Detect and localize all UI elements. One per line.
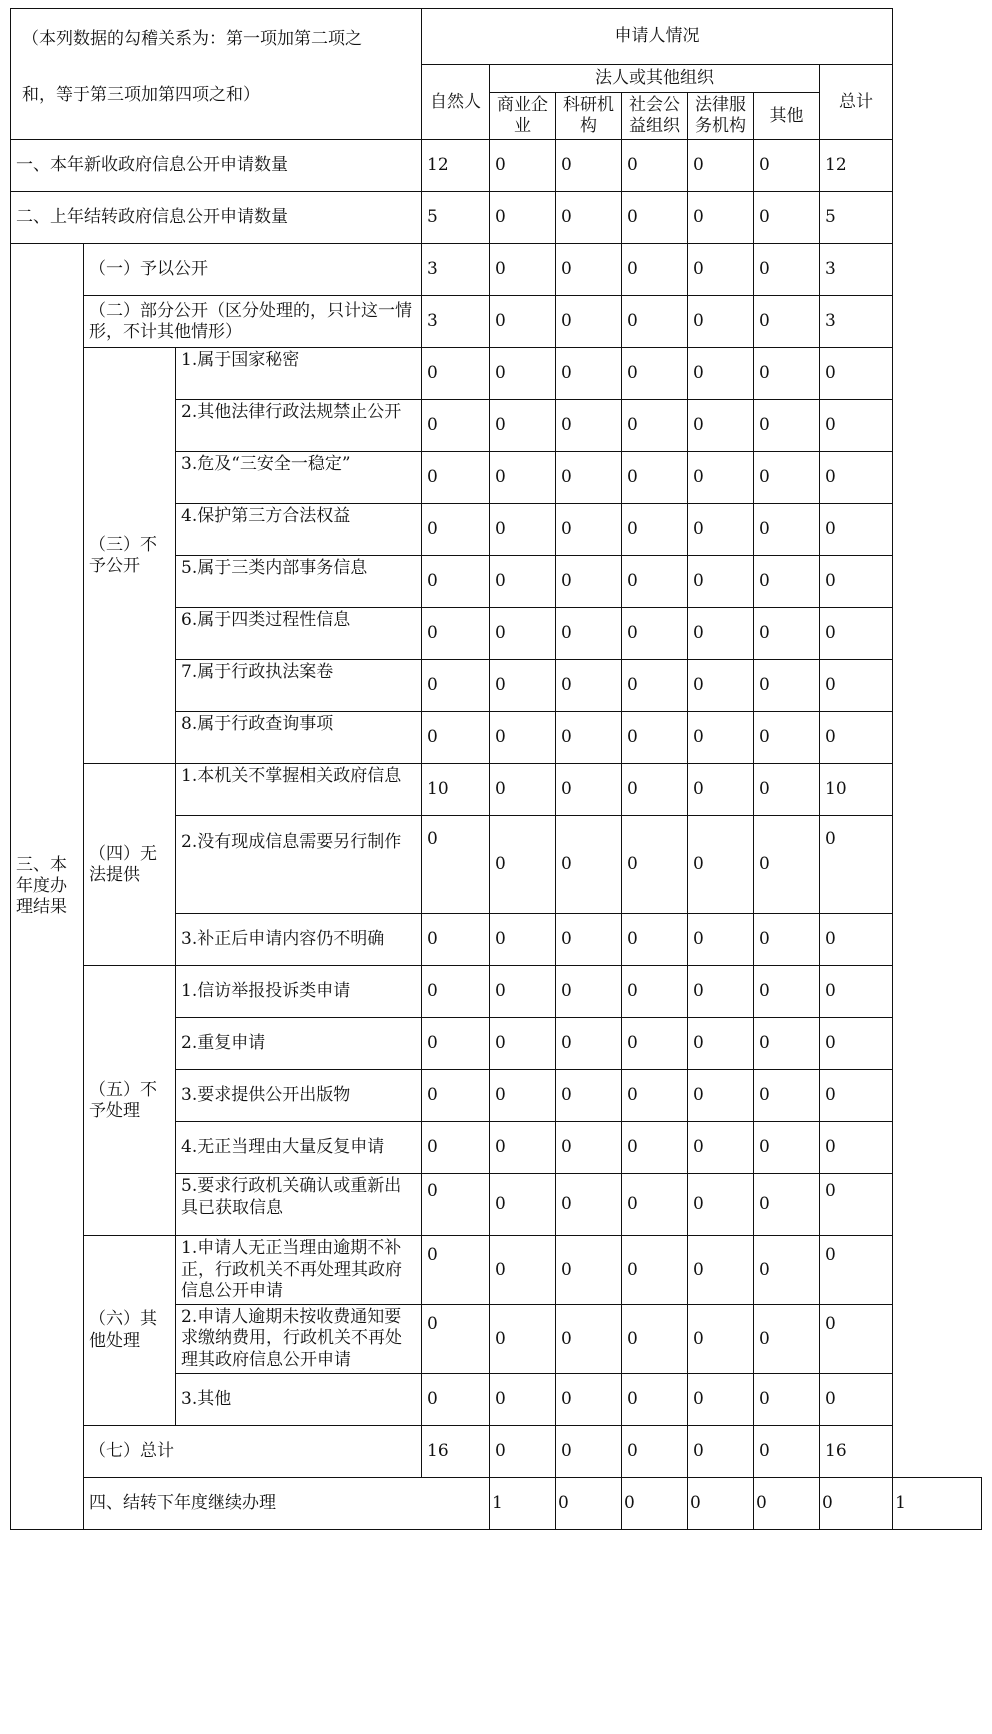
row-label: 4.无正当理由大量反复申请 bbox=[176, 1122, 422, 1174]
row-label: 一、本年新收政府信息公开申请数量 bbox=[11, 140, 422, 192]
cell-natural: 0 bbox=[422, 1305, 490, 1374]
cell-other: 0 bbox=[754, 1174, 820, 1236]
note-line-2: 和，等于第三项加第四项之和） bbox=[22, 85, 260, 105]
header-row-1 bbox=[11, 9, 982, 65]
cell-social: 0 bbox=[622, 1122, 688, 1174]
cell-natural: 0 bbox=[422, 1236, 490, 1305]
cell-research: 0 bbox=[556, 712, 622, 764]
group-unable-label: （四）无法提供 bbox=[84, 764, 176, 966]
cell-social: 0 bbox=[622, 1174, 688, 1236]
row-label: （七）总计 bbox=[84, 1425, 422, 1477]
cell-other: 0 bbox=[754, 1305, 820, 1374]
cell-legal-service: 0 bbox=[688, 1305, 754, 1374]
cell-other: 0 bbox=[754, 966, 820, 1018]
cell-other: 0 bbox=[754, 192, 820, 244]
cell-commercial: 0 bbox=[490, 966, 556, 1018]
cell-research: 0 bbox=[556, 1236, 622, 1305]
cell-commercial: 0 bbox=[490, 556, 556, 608]
cell-legal-service: 0 bbox=[688, 1425, 754, 1477]
section-3-label: 三、本年度办理结果 bbox=[11, 244, 84, 1530]
cell-commercial: 0 bbox=[490, 1236, 556, 1305]
row-not-processed-1 bbox=[11, 966, 982, 1018]
cell-total: 0 bbox=[820, 660, 893, 712]
cell-other: 0 bbox=[754, 764, 820, 816]
cell-research: 0 bbox=[556, 504, 622, 556]
cell-commercial: 0 bbox=[490, 1018, 556, 1070]
row-label: 7.属于行政执法案卷 bbox=[176, 660, 422, 712]
cell-social: 0 bbox=[622, 348, 688, 400]
row-partially-disclosed bbox=[11, 296, 982, 348]
cell-social: 0 bbox=[622, 816, 688, 914]
cell-natural: 12 bbox=[422, 140, 490, 192]
group-not-disclosed-label: （三）不予公开 bbox=[84, 348, 176, 764]
cell-research: 0 bbox=[556, 1018, 622, 1070]
cell-social: 0 bbox=[622, 966, 688, 1018]
cell-legal-service: 0 bbox=[754, 1477, 820, 1529]
cell-total: 0 bbox=[820, 1018, 893, 1070]
cell-commercial: 0 bbox=[490, 712, 556, 764]
cell-total: 0 bbox=[820, 1373, 893, 1425]
cell-legal-service: 0 bbox=[688, 1236, 754, 1305]
cell-social: 0 bbox=[622, 914, 688, 966]
cell-social: 0 bbox=[622, 1373, 688, 1425]
total-header: 总计 bbox=[820, 65, 893, 140]
cell-other: 0 bbox=[754, 1122, 820, 1174]
note-line-1: （本列数据的勾稽关系为：第一项加第二项之 bbox=[22, 29, 362, 49]
cell-natural: 0 bbox=[422, 1018, 490, 1070]
cell-natural: 5 bbox=[422, 192, 490, 244]
cell-commercial: 0 bbox=[490, 400, 556, 452]
cell-total: 0 bbox=[820, 348, 893, 400]
cell-social: 0 bbox=[622, 244, 688, 296]
cell-research: 0 bbox=[556, 348, 622, 400]
cell-social: 0 bbox=[622, 504, 688, 556]
cell-other: 0 bbox=[754, 1236, 820, 1305]
cell-other: 0 bbox=[754, 816, 820, 914]
row-label: 2.重复申请 bbox=[176, 1018, 422, 1070]
cell-social: 0 bbox=[622, 1070, 688, 1122]
cell-research: 0 bbox=[556, 192, 622, 244]
cell-other: 0 bbox=[754, 348, 820, 400]
row-label: 1.信访举报投诉类申请 bbox=[176, 966, 422, 1018]
cell-social: 0 bbox=[622, 1236, 688, 1305]
cell-natural: 0 bbox=[422, 400, 490, 452]
cell-other: 0 bbox=[754, 1018, 820, 1070]
cell-legal-service: 0 bbox=[688, 400, 754, 452]
cell-commercial: 0 bbox=[556, 1477, 622, 1529]
row-label: 3.危及“三安全一稳定” bbox=[176, 452, 422, 504]
cell-commercial: 0 bbox=[490, 244, 556, 296]
cell-legal-service: 0 bbox=[688, 608, 754, 660]
cell-total: 0 bbox=[820, 1174, 893, 1236]
cell-natural: 0 bbox=[422, 914, 490, 966]
cell-total: 0 bbox=[820, 556, 893, 608]
cell-commercial: 0 bbox=[490, 1174, 556, 1236]
cell-total: 0 bbox=[820, 914, 893, 966]
cell-legal-service: 0 bbox=[688, 816, 754, 914]
cell-total: 0 bbox=[820, 504, 893, 556]
cell-total: 5 bbox=[820, 192, 893, 244]
cell-natural: 0 bbox=[422, 1122, 490, 1174]
cell-natural: 0 bbox=[422, 608, 490, 660]
cell-natural: 0 bbox=[422, 1174, 490, 1236]
cell-social: 0 bbox=[622, 660, 688, 712]
row-label: 3.补正后申请内容仍不明确 bbox=[176, 914, 422, 966]
cell-research: 0 bbox=[556, 1373, 622, 1425]
row-new-requests bbox=[11, 140, 982, 192]
row-label: （一）予以公开 bbox=[84, 244, 422, 296]
cell-other: 0 bbox=[754, 296, 820, 348]
cell-other: 0 bbox=[820, 1477, 893, 1529]
cell-other: 0 bbox=[754, 712, 820, 764]
row-label: 1.属于国家秘密 bbox=[176, 348, 422, 400]
row-other-processing-1 bbox=[11, 1236, 982, 1305]
cell-other: 0 bbox=[754, 608, 820, 660]
cell-legal-service: 0 bbox=[688, 764, 754, 816]
cell-total: 3 bbox=[820, 244, 893, 296]
cell-total: 0 bbox=[820, 816, 893, 914]
cell-total: 0 bbox=[820, 1122, 893, 1174]
row-label: 4.保护第三方合法权益 bbox=[176, 504, 422, 556]
cell-research: 0 bbox=[556, 296, 622, 348]
note-cell bbox=[11, 9, 422, 140]
cell-total: 0 bbox=[820, 1236, 893, 1305]
cell-commercial: 0 bbox=[490, 140, 556, 192]
row-carry-forward bbox=[11, 1477, 982, 1529]
group-other-processing-label: （六）其他处理 bbox=[84, 1236, 176, 1426]
cell-other: 0 bbox=[754, 504, 820, 556]
cell-total: 0 bbox=[820, 712, 893, 764]
cell-legal-service: 0 bbox=[688, 348, 754, 400]
cell-research: 0 bbox=[556, 608, 622, 660]
cell-natural: 3 bbox=[422, 244, 490, 296]
cell-other: 0 bbox=[754, 1373, 820, 1425]
row-label: 1.本机关不掌握相关政府信息 bbox=[176, 764, 422, 816]
cell-other: 0 bbox=[754, 1070, 820, 1122]
cell-total: 0 bbox=[820, 400, 893, 452]
cell-commercial: 0 bbox=[490, 1122, 556, 1174]
cell-other: 0 bbox=[754, 556, 820, 608]
cell-other: 0 bbox=[754, 140, 820, 192]
cell-natural: 1 bbox=[490, 1477, 556, 1529]
cell-total: 10 bbox=[820, 764, 893, 816]
row-label: 5.要求行政机关确认或重新出具已获取信息 bbox=[176, 1174, 422, 1236]
cell-social: 0 bbox=[622, 1305, 688, 1374]
cell-research: 0 bbox=[556, 1174, 622, 1236]
cell-social: 0 bbox=[622, 712, 688, 764]
cell-research: 0 bbox=[556, 452, 622, 504]
cell-other: 0 bbox=[754, 400, 820, 452]
cell-commercial: 0 bbox=[490, 1305, 556, 1374]
row-label: 2.申请人逾期未按收费通知要求缴纳费用，行政机关不再处理其政府信息公开申请 bbox=[176, 1305, 422, 1374]
commercial-header: 商业企业 bbox=[490, 92, 556, 140]
row-label: 6.属于四类过程性信息 bbox=[176, 608, 422, 660]
cell-legal-service: 0 bbox=[688, 556, 754, 608]
cell-legal-service: 0 bbox=[688, 296, 754, 348]
cell-research: 0 bbox=[556, 1070, 622, 1122]
cell-commercial: 0 bbox=[490, 192, 556, 244]
cell-social: 0 bbox=[622, 1425, 688, 1477]
legal-service-header: 法律服务机构 bbox=[688, 92, 754, 140]
cell-research: 0 bbox=[556, 966, 622, 1018]
cell-research: 0 bbox=[556, 1305, 622, 1374]
row-section-total bbox=[11, 1425, 982, 1477]
row-label: 1.申请人无正当理由逾期不补正，行政机关不再处理其政府信息公开申请 bbox=[176, 1236, 422, 1305]
cell-legal-service: 0 bbox=[688, 1070, 754, 1122]
row-label: 5.属于三类内部事务信息 bbox=[176, 556, 422, 608]
cell-legal-service: 0 bbox=[688, 914, 754, 966]
cell-legal-service: 0 bbox=[688, 1174, 754, 1236]
cell-commercial: 0 bbox=[490, 348, 556, 400]
cell-other: 0 bbox=[754, 452, 820, 504]
cell-research: 0 bbox=[556, 1122, 622, 1174]
row-label: 2.其他法律行政法规禁止公开 bbox=[176, 400, 422, 452]
cell-social: 0 bbox=[622, 192, 688, 244]
cell-social: 0 bbox=[622, 764, 688, 816]
cell-legal-service: 0 bbox=[688, 244, 754, 296]
cell-social: 0 bbox=[622, 400, 688, 452]
row-unable-1 bbox=[11, 764, 982, 816]
cell-legal-service: 0 bbox=[688, 660, 754, 712]
cell-legal-service: 0 bbox=[688, 712, 754, 764]
cell-research: 0 bbox=[556, 816, 622, 914]
cell-social: 0 bbox=[622, 556, 688, 608]
cell-total: 0 bbox=[820, 608, 893, 660]
cell-legal-service: 0 bbox=[688, 452, 754, 504]
natural-person-header: 自然人 bbox=[422, 65, 490, 140]
cell-research: 0 bbox=[556, 244, 622, 296]
cell-research: 0 bbox=[556, 660, 622, 712]
cell-other: 0 bbox=[754, 914, 820, 966]
cell-natural: 10 bbox=[422, 764, 490, 816]
cell-social: 0 bbox=[622, 452, 688, 504]
cell-natural: 0 bbox=[422, 1070, 490, 1122]
row-carried-over bbox=[11, 192, 982, 244]
cell-legal-service: 0 bbox=[688, 1373, 754, 1425]
cell-social: 0 bbox=[622, 1018, 688, 1070]
row-disclosed bbox=[11, 244, 982, 296]
cell-commercial: 0 bbox=[490, 914, 556, 966]
row-label: 3.要求提供公开出版物 bbox=[176, 1070, 422, 1122]
cell-total: 3 bbox=[820, 296, 893, 348]
cell-research: 0 bbox=[556, 764, 622, 816]
cell-commercial: 0 bbox=[490, 660, 556, 712]
cell-total: 12 bbox=[820, 140, 893, 192]
cell-total: 0 bbox=[820, 452, 893, 504]
applicant-header: 申请人情况 bbox=[422, 9, 893, 65]
cell-legal-service: 0 bbox=[688, 140, 754, 192]
cell-natural: 0 bbox=[422, 348, 490, 400]
group-not-processed-label: （五）不予处理 bbox=[84, 966, 176, 1236]
cell-legal-service: 0 bbox=[688, 966, 754, 1018]
cell-commercial: 0 bbox=[490, 608, 556, 660]
cell-research: 0 bbox=[556, 140, 622, 192]
cell-social: 0 bbox=[622, 140, 688, 192]
row-label: （二）部分公开（区分处理的，只计这一情形，不计其他情形） bbox=[84, 296, 422, 348]
row-label: 3.其他 bbox=[176, 1373, 422, 1425]
cell-commercial: 0 bbox=[490, 1070, 556, 1122]
cell-commercial: 0 bbox=[490, 764, 556, 816]
cell-commercial: 0 bbox=[490, 296, 556, 348]
cell-total: 1 bbox=[893, 1477, 982, 1529]
cell-research: 0 bbox=[556, 914, 622, 966]
cell-commercial: 0 bbox=[490, 504, 556, 556]
social-header: 社会公益组织 bbox=[622, 92, 688, 140]
cell-social: 0 bbox=[688, 1477, 754, 1529]
cell-social: 0 bbox=[622, 296, 688, 348]
other-header: 其他 bbox=[754, 92, 820, 140]
cell-natural: 0 bbox=[422, 556, 490, 608]
cell-total: 0 bbox=[820, 1305, 893, 1374]
cell-natural: 0 bbox=[422, 452, 490, 504]
cell-natural: 0 bbox=[422, 966, 490, 1018]
cell-research: 0 bbox=[556, 1425, 622, 1477]
cell-natural: 0 bbox=[422, 504, 490, 556]
cell-legal-service: 0 bbox=[688, 504, 754, 556]
cell-research: 0 bbox=[556, 556, 622, 608]
cell-commercial: 0 bbox=[490, 452, 556, 504]
row-not-disclosed-1 bbox=[11, 348, 982, 400]
cell-legal-service: 0 bbox=[688, 1122, 754, 1174]
cell-social: 0 bbox=[622, 608, 688, 660]
row-label: 二、上年结转政府信息公开申请数量 bbox=[11, 192, 422, 244]
cell-other: 0 bbox=[754, 244, 820, 296]
cell-natural: 3 bbox=[422, 296, 490, 348]
cell-other: 0 bbox=[754, 660, 820, 712]
cell-research: 0 bbox=[556, 400, 622, 452]
cell-total: 0 bbox=[820, 966, 893, 1018]
cell-legal-service: 0 bbox=[688, 192, 754, 244]
cell-total: 16 bbox=[820, 1425, 893, 1477]
cell-natural: 0 bbox=[422, 660, 490, 712]
row-label: 8.属于行政查询事项 bbox=[176, 712, 422, 764]
cell-natural: 0 bbox=[422, 1373, 490, 1425]
cell-natural: 0 bbox=[422, 712, 490, 764]
cell-commercial: 0 bbox=[490, 1373, 556, 1425]
legal-org-header: 法人或其他组织 bbox=[490, 65, 820, 93]
cell-natural: 0 bbox=[422, 816, 490, 914]
row-label: 2.没有现成信息需要另行制作 bbox=[176, 816, 422, 914]
cell-commercial: 0 bbox=[490, 1425, 556, 1477]
cell-natural: 16 bbox=[422, 1425, 490, 1477]
cell-total: 0 bbox=[820, 1070, 893, 1122]
research-header: 科研机构 bbox=[556, 92, 622, 140]
cell-legal-service: 0 bbox=[688, 1018, 754, 1070]
cell-commercial: 0 bbox=[490, 816, 556, 914]
information-disclosure-table bbox=[10, 8, 982, 1530]
row-label: 四、结转下年度继续办理 bbox=[84, 1477, 490, 1529]
cell-research: 0 bbox=[622, 1477, 688, 1529]
cell-other: 0 bbox=[754, 1425, 820, 1477]
